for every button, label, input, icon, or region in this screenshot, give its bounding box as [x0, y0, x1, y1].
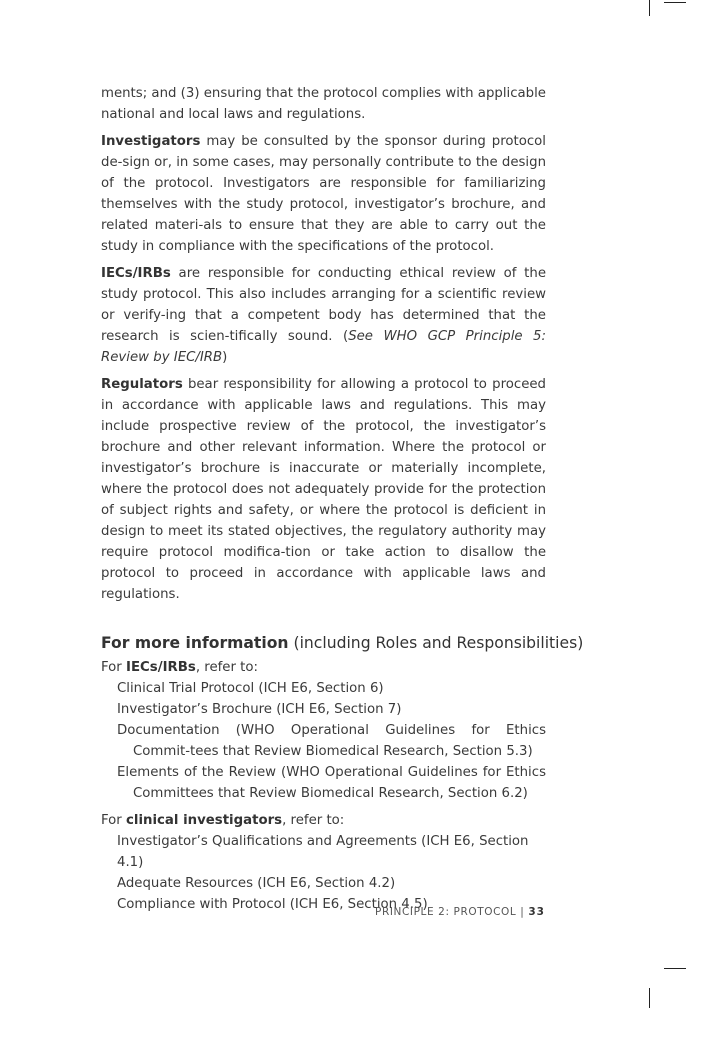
paragraph-lead-term: IECs/IRBs — [101, 266, 171, 281]
paragraph-text: ments; and (3) ensuring that the protocol complies with applicable national and local laws and regulations. — [101, 86, 546, 122]
crop-mark-top-vertical — [649, 0, 650, 16]
intro-suffix: , refer to: — [195, 660, 259, 675]
reference-group-clinical-investigators — [101, 810, 546, 915]
reference-item: Elements of the Review (WHO Operational Guidelines for Ethics Committees that Review Biomedical Research, Section 6.2) — [117, 765, 546, 801]
paragraph-text: may be consulted by the sponsor during protocol de-sign or, in some cases, may personally contribute to the design of the protocol. Investigators are responsible for familiarizing themselves with the study protocol, investigator’s brochure, and related materi-als to ensure that they are able to carry out the study in compliance with the specifications of the protocol. — [101, 134, 546, 254]
reference-item: Clinical Trial Protocol (ICH E6, Section 6) — [117, 681, 384, 696]
section-heading — [101, 631, 584, 655]
paragraph-tail: ) — [222, 350, 228, 365]
paragraph-iecs-irbs — [101, 263, 546, 368]
footer-running-head: PRINCIPLE 2: PROTOCOL | — [375, 906, 529, 918]
intro-suffix: , refer to: — [282, 813, 345, 828]
cross-reference: See WHO GCP Principle 5: Review by IEC/IRB — [101, 329, 546, 365]
reference-group-iecs-irbs — [101, 657, 546, 804]
page-body — [101, 83, 584, 921]
intro-prefix: For — [101, 660, 127, 675]
section-heading-title: For more information — [101, 634, 289, 652]
intro-prefix: For — [101, 813, 127, 828]
crop-mark-bottom-vertical — [649, 988, 650, 1008]
crop-mark-bottom-horizontal — [664, 968, 686, 969]
reference-item: Adequate Resources (ICH E6, Section 4.2) — [117, 876, 396, 891]
paragraph-text: bear responsibility for allowing a protocol to proceed in accordance with applicable laws and regulations. This may include prospective review of the protocol, the investigator’s brochure and other relevant information. Where the protocol or investigator’s brochure is inaccurate or materially incomplete, where the protocol does not adequately provide for the protection of subject rights and safety, or where the protocol is deficient in design to meet its stated objectives, the regulatory authority may require protocol modifica-tion or take action to disallow the protocol to proceed in accordance with applicable laws and regulations. — [101, 377, 546, 602]
reference-item: Investigator’s Qualifications and Agreements (ICH E6, Section 4.1) — [117, 834, 529, 870]
section-heading-note: (including Roles and Responsibilities) — [288, 634, 584, 652]
paragraph-lead-term: Regulators — [101, 377, 183, 392]
paragraph-lead-term: Investigators — [101, 134, 201, 149]
reference-item: Investigator’s Brochure (ICH E6, Section 7) — [117, 702, 402, 717]
reference-group-intro — [101, 657, 546, 678]
reference-item: Documentation (WHO Operational Guidelines for Ethics Commit-tees that Review Biomedical Research, Section 5.3) — [117, 723, 546, 759]
page-number: 33 — [528, 906, 545, 918]
page-footer — [375, 906, 545, 918]
crop-mark-top-horizontal — [664, 2, 686, 3]
paragraph-text: are responsible for conducting ethical review of the study protocol. This also includes arranging for a scientific review or verify-ing that a competent body has determined that the research is scien-tifically sound. ( — [101, 266, 546, 344]
paragraph-investigators — [101, 131, 546, 257]
reference-item: Compliance with Protocol (ICH E6, Section 4.5) — [117, 897, 428, 912]
paragraph-continuation — [101, 83, 546, 125]
audience-term: IECs/IRBs — [126, 660, 196, 675]
reference-group-intro — [101, 810, 546, 831]
audience-term: clinical investigators — [126, 813, 283, 828]
paragraph-regulators — [101, 374, 546, 605]
